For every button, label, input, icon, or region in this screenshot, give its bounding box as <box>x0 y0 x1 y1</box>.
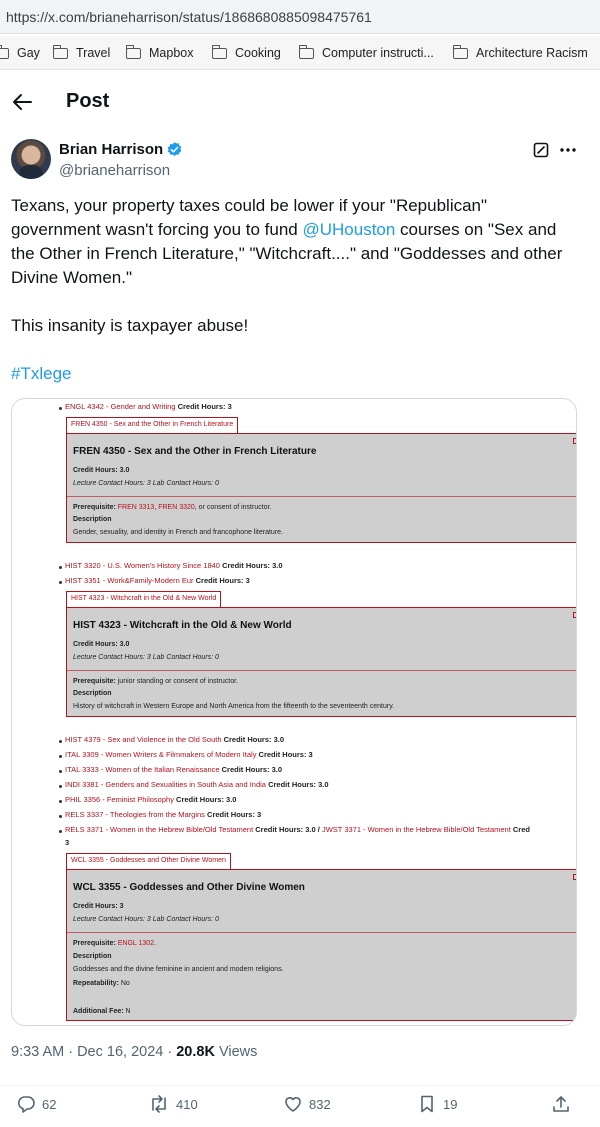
course-fee <box>73 1008 131 1015</box>
bullet <box>59 566 62 569</box>
course-title: HIST 4323 - Witchcraft in the Old & New World <box>73 620 292 631</box>
course-link: ITAL 3333 - Women of the Italian Renaissance <box>65 765 220 774</box>
bookmark-label: Travel <box>76 46 111 60</box>
prereq-label: Prerequisite: <box>73 940 116 947</box>
share-icon <box>551 1094 571 1114</box>
bookmarks-bar <box>0 36 600 70</box>
bookmark-computer-instructions[interactable] <box>299 46 434 60</box>
course-repeatability <box>73 980 130 987</box>
course-title: FREN 4350 - Sex and the Other in French Literature <box>73 446 317 457</box>
course-box-fren <box>66 433 577 543</box>
repost-icon <box>148 1094 170 1114</box>
catalog-list-item <box>65 561 283 570</box>
catalog-list-item <box>65 576 250 585</box>
course-credit: Credit Hours: 3.0 <box>73 641 130 648</box>
credit-hours: Cred <box>512 825 530 834</box>
credit-hours: Credit Hours: 3 <box>177 402 232 411</box>
catalog-list-item <box>65 735 284 744</box>
tweet-blank-line <box>11 338 591 362</box>
tweet-blank-line <box>11 290 591 314</box>
course-prereq <box>73 940 156 947</box>
folder-icon <box>126 48 141 59</box>
bookmark-icon <box>417 1094 437 1114</box>
catalog-list-item <box>65 825 530 834</box>
prereq-link: FREN 3320 <box>158 504 195 511</box>
prereq-rest: , or consent of instructor. <box>194 504 272 511</box>
catalog-list-item <box>65 810 261 819</box>
mention-link[interactable]: @UHouston <box>302 220 396 239</box>
course-box-wcl <box>66 869 577 1021</box>
post-timestamp[interactable]: 9:33 AM · Dec 16, 2024 · <box>11 1044 177 1060</box>
course-link: INDI 3381 - Genders and Sexualities in South Asia and India <box>65 780 266 789</box>
bullet <box>59 800 62 803</box>
desc-label: Description <box>73 953 112 960</box>
course-contact: Lecture Contact Hours: 3 Lab Contact Hours: 0 <box>73 654 219 661</box>
views-label: Views <box>214 1044 258 1060</box>
catalog-list-item <box>65 402 232 411</box>
tweet-line: the Other in French Literature," "Witchcraft...." and "Goddesses and other <box>11 244 563 263</box>
fee-value: N <box>125 1008 131 1015</box>
hashtag-link[interactable]: #Txlege <box>11 364 72 383</box>
bullet <box>59 830 62 833</box>
bullet <box>59 581 62 584</box>
course-link: JWST 3371 - Women in the Hebrew Bible/Old Testament <box>321 825 511 834</box>
course-prereq <box>73 678 238 685</box>
repost-count: 410 <box>176 1096 198 1112</box>
course-tab: WCL 3355 - Goddesses and Other Divine Women <box>66 853 231 869</box>
folder-icon <box>299 48 314 59</box>
bookmark-label: Computer instructi... <box>322 46 434 60</box>
course-link: ENGL 4342 - Gender and Writing <box>65 402 176 411</box>
course-credit: Credit Hours: 3.0 <box>73 467 130 474</box>
like-count: 832 <box>309 1096 331 1112</box>
credit-hours: Credit Hours: 3.0 <box>268 780 329 789</box>
prereq-rest: . <box>154 940 157 947</box>
corner-mark <box>573 612 577 618</box>
folder-icon <box>0 48 9 59</box>
tweet-line: Divine Women." <box>11 268 132 287</box>
course-link: HIST 3320 - U.S. Women's History Since 1840 <box>65 561 220 570</box>
heart-icon <box>283 1094 303 1114</box>
course-link: RELS 3337 - Theologies from the Margins <box>65 810 205 819</box>
bookmark-gay[interactable] <box>0 46 40 60</box>
tweet-text-segment: courses on "Sex and <box>395 220 557 239</box>
action-bar <box>0 1085 600 1125</box>
desc-label: Description <box>73 516 112 523</box>
prereq-link: ENGL 1302 <box>117 940 155 947</box>
catalog-list-item <box>65 780 329 789</box>
credit-hours: Credit Hours: 3.0 <box>223 735 285 744</box>
tweet-line <box>11 362 591 386</box>
divider <box>67 670 577 671</box>
browser-url-bar[interactable] <box>0 0 600 34</box>
bookmark-travel[interactable] <box>53 46 110 60</box>
repeat-label: Repeatability: <box>73 980 119 987</box>
folder-icon <box>53 48 68 59</box>
tweet-line: This insanity is taxpayer abuse! <box>11 316 249 335</box>
catalog-list-item <box>65 795 236 804</box>
prereq-separator: , <box>154 504 159 511</box>
catalog-list-item <box>65 750 313 759</box>
prereq-rest: junior standing or consent of instructor. <box>117 678 238 685</box>
course-tab: FREN 4350 - Sex and the Other in French Literature <box>66 417 238 433</box>
author-name[interactable]: Brian Harrison <box>59 141 164 158</box>
course-link: RELS 3371 - Women in the Hebrew Bible/Old Testament <box>65 825 254 834</box>
course-link: HIST 3351 - Work&Family-Modern Eur <box>65 576 194 585</box>
credit-hours: Credit Hours: 3.0 <box>222 561 283 570</box>
divider <box>67 496 577 497</box>
tweet-media-image[interactable] <box>11 398 577 1026</box>
bullet <box>59 740 62 743</box>
bookmark-label: Mapbox <box>149 46 194 60</box>
repeat-value: No <box>120 980 130 987</box>
course-link: ITAL 3309 - Women Writers & Filmmakers of Modern Italy <box>65 750 257 759</box>
bookmark-count: 19 <box>443 1096 458 1112</box>
bookmark-cooking[interactable] <box>212 46 281 60</box>
bookmark-label: Gay <box>17 46 40 60</box>
course-contact: Lecture Contact Hours: 3 Lab Contact Hours: 0 <box>73 480 219 487</box>
bullet <box>59 785 62 788</box>
reply-button[interactable] <box>16 1094 56 1114</box>
tweet-line: Texans, your property taxes could be lower if your "Republican" <box>11 196 488 215</box>
repost-button[interactable] <box>148 1094 198 1114</box>
credit-hours: Credit Hours: 3 <box>207 810 262 819</box>
verified-badge-icon <box>166 141 183 158</box>
bullet <box>59 770 62 773</box>
course-tab: HIST 4323 - Witchcraft in the Old & New World <box>66 591 221 607</box>
desc-label: Description <box>73 690 112 697</box>
avatar[interactable] <box>11 139 51 179</box>
url-text[interactable]: https://x.com/brianeharrison/status/1868680885098475761 <box>6 9 372 25</box>
post-header <box>0 84 600 122</box>
folder-icon <box>453 48 468 59</box>
catalog-list-item <box>65 765 282 774</box>
credit-hours: Credit Hours: 3 <box>195 576 250 585</box>
prereq-label: Prerequisite: <box>73 504 116 511</box>
fee-label: Additional Fee: <box>73 1008 124 1015</box>
credit-hours: Credit Hours: 3.0 <box>176 795 237 804</box>
tweet-text-segment: government wasn't forcing you to fund <box>11 220 303 239</box>
more-options-icon[interactable] <box>558 141 578 159</box>
tweet-line <box>11 218 591 242</box>
bullet <box>59 815 62 818</box>
bookmark-label: Architecture Racism <box>476 46 588 60</box>
folder-icon <box>212 48 227 59</box>
course-box-hist <box>66 607 577 717</box>
post-meta <box>11 1044 257 1060</box>
bookmark-mapbox[interactable] <box>126 46 193 60</box>
bullet <box>59 407 62 410</box>
course-description: Goddesses and the divine feminine in ancient and modern religions. <box>73 966 284 973</box>
bookmark-architecture-racism[interactable] <box>453 46 588 60</box>
share-button[interactable] <box>551 1094 577 1114</box>
credit-hours: Credit Hours: 3.0 <box>221 765 283 774</box>
tweet-text <box>11 194 591 386</box>
course-description: History of witchcraft in Western Europe and North America from the fifteenth to the seventeenth century. <box>73 703 395 710</box>
bookmark-button[interactable] <box>417 1094 457 1114</box>
prereq-link: FREN 3313 <box>117 504 155 511</box>
reply-icon <box>16 1094 36 1114</box>
course-description: Gender, sexuality, and identity in French and francophone literature. <box>73 529 283 536</box>
bullet <box>59 755 62 758</box>
back-arrow-icon[interactable] <box>11 92 33 112</box>
corner-mark <box>573 874 577 880</box>
view-count: 20.8K <box>176 1044 215 1060</box>
credit-hours: Credit Hours: 3.0 / <box>255 825 320 834</box>
course-prereq <box>73 504 271 511</box>
divider <box>67 932 577 933</box>
prereq-label: Prerequisite: <box>73 678 116 685</box>
like-button[interactable] <box>283 1094 331 1114</box>
corner-mark <box>573 438 577 444</box>
credit-hours: Credit Hours: 3 <box>258 750 313 759</box>
course-credit: Credit Hours: 3 <box>73 903 124 910</box>
page-title: Post <box>66 90 110 112</box>
bookmark-label: Cooking <box>235 46 281 60</box>
reply-count: 62 <box>42 1096 57 1112</box>
grok-icon[interactable] <box>533 142 549 158</box>
course-link: PHIL 3356 - Feminist Philosophy <box>65 795 174 804</box>
course-contact: Lecture Contact Hours: 3 Lab Contact Hours: 0 <box>73 916 219 923</box>
course-title: WCL 3355 - Goddesses and Other Divine Women <box>73 882 305 893</box>
author-handle[interactable]: @brianeharrison <box>59 162 171 179</box>
wrapped-text: 3 <box>65 838 70 847</box>
course-link: HIST 4379 - Sex and Violence in the Old South <box>65 735 222 744</box>
